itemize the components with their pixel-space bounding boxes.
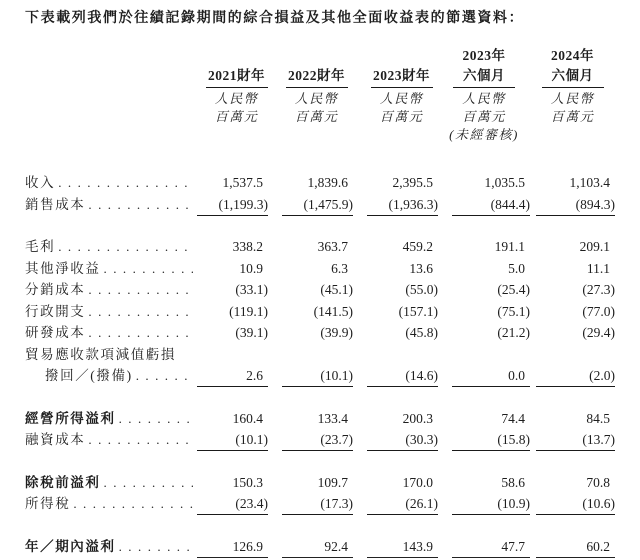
header-unit-row	[25, 109, 615, 127]
dot-leader	[119, 538, 193, 555]
row-label-cell	[25, 281, 193, 298]
value-text: 1,103.4	[569, 175, 610, 190]
value-cell	[438, 474, 530, 491]
value-cell	[268, 410, 353, 427]
table-row	[25, 303, 615, 325]
value-cell	[530, 238, 615, 255]
value-cell	[353, 495, 438, 515]
value-cell	[530, 495, 615, 515]
column-4-currency-label: 人民幣	[462, 91, 506, 106]
section-rule	[197, 450, 268, 451]
value-text: 133.4	[317, 410, 348, 426]
section-rule	[536, 514, 615, 515]
value-cell	[268, 474, 353, 491]
row-label: 其他淨收益	[25, 260, 101, 276]
total-double-rule	[197, 557, 268, 558]
section-rule	[367, 514, 438, 515]
value-text: 2.6	[246, 368, 263, 383]
value-cell	[268, 367, 353, 387]
value-text: (2.0)	[589, 368, 615, 383]
value-text: (77.0)	[582, 303, 615, 319]
value-cell	[268, 238, 353, 255]
value-text: (21.2)	[497, 325, 530, 340]
value-text: (1,936.3)	[388, 196, 438, 212]
value-text: (10.1)	[320, 368, 353, 383]
value-text: (10.9)	[497, 496, 530, 511]
total-double-rule	[536, 557, 615, 558]
row-label: 毛利	[25, 239, 56, 254]
table-section	[25, 538, 615, 560]
value-cell	[193, 238, 268, 255]
value-text: 70.8	[586, 474, 610, 490]
value-text: (39.9)	[320, 325, 353, 340]
header-year-line2	[25, 68, 615, 85]
value-cell	[530, 174, 615, 191]
value-text: (10.6)	[582, 496, 615, 511]
section-rule	[452, 514, 530, 515]
value-cell	[353, 367, 438, 387]
value-cell	[193, 367, 268, 387]
value-text: (25.4)	[497, 282, 530, 297]
value-cell	[353, 538, 438, 558]
column-5-header-rule	[530, 85, 615, 88]
value-cell	[438, 495, 530, 515]
value-cell	[268, 431, 353, 451]
dot-leader	[73, 495, 193, 512]
total-double-rule	[367, 557, 438, 558]
total-double-rule	[282, 557, 353, 558]
table-header	[25, 48, 615, 145]
value-text: (23.4)	[235, 496, 268, 511]
value-cell	[353, 474, 438, 491]
value-text: (1,475.9)	[303, 196, 353, 212]
value-text: 1,035.5	[484, 175, 525, 190]
row-label-cell	[25, 174, 193, 191]
value-text: (157.1)	[398, 303, 438, 319]
row-label-cell	[25, 260, 193, 277]
value-text: 363.7	[317, 239, 348, 254]
table-section	[25, 174, 615, 217]
row-label-cell	[25, 410, 193, 427]
row-label-cell	[25, 474, 193, 491]
row-label: 所得稅	[25, 496, 71, 511]
value-cell	[193, 281, 268, 298]
dot-leader	[88, 324, 193, 341]
table-row	[25, 431, 615, 453]
value-text: (14.6)	[405, 368, 438, 383]
value-cell	[268, 538, 353, 558]
column-3-year-bottom: 2023財年	[373, 68, 430, 83]
value-cell	[193, 474, 268, 491]
row-label-cell	[25, 196, 193, 213]
section-rule	[452, 450, 530, 451]
value-cell	[530, 303, 615, 320]
value-cell	[268, 281, 353, 298]
value-cell	[268, 196, 353, 216]
row-label: 除稅前溢利	[25, 474, 101, 490]
dot-leader	[119, 410, 193, 427]
value-text: (23.7)	[320, 432, 353, 447]
table-section	[25, 238, 615, 389]
dot-leader	[104, 474, 194, 491]
value-cell	[530, 474, 615, 491]
section-rule	[536, 215, 615, 216]
value-text: 60.2	[586, 538, 610, 554]
column-4-unit-label: 百萬元	[462, 109, 506, 124]
row-label-cell	[25, 238, 193, 255]
value-cell	[530, 367, 615, 387]
column-3-currency-label: 人民幣	[379, 91, 424, 106]
value-cell	[530, 431, 615, 451]
value-text: (45.8)	[405, 325, 438, 340]
value-text: 84.5	[586, 410, 610, 426]
column-5-year-top: 2024年	[551, 48, 594, 63]
value-text: (27.3)	[582, 282, 615, 297]
header-currency-row	[25, 91, 615, 109]
section-rule	[282, 514, 353, 515]
value-cell	[438, 410, 530, 427]
value-text: (894.3)	[575, 196, 615, 212]
header-rule-line	[453, 87, 515, 88]
column-4-year-top: 2023年	[462, 48, 506, 63]
value-text: (55.0)	[405, 282, 438, 297]
table-row	[25, 495, 615, 517]
value-text: (45.1)	[320, 282, 353, 297]
intro-sentence: 下表載列我們於往績記錄期間的綜合損益及其他全面收益表的節選資料：	[25, 11, 525, 26]
column-5-unit-label: 百萬元	[550, 109, 595, 124]
row-label-cell	[25, 538, 193, 555]
section-rule	[452, 215, 530, 216]
table-row	[25, 196, 615, 218]
row-label-cell	[25, 495, 193, 512]
table-row	[25, 410, 615, 432]
table-row	[25, 367, 615, 389]
table-section	[25, 474, 615, 517]
value-cell	[353, 303, 438, 320]
dot-leader	[104, 260, 194, 277]
row-label-cell	[25, 431, 193, 448]
section-rule	[197, 215, 268, 216]
header-rule-line	[371, 87, 433, 88]
dot-leader	[88, 281, 193, 298]
value-cell	[193, 410, 268, 427]
section-rule	[197, 514, 268, 515]
value-text: 1,839.6	[307, 175, 348, 190]
table-row	[25, 538, 615, 560]
value-cell	[193, 260, 268, 277]
column-2-unit-label: 百萬元	[294, 109, 339, 124]
value-cell	[530, 410, 615, 427]
section-rule	[282, 450, 353, 451]
value-text: 10.9	[239, 260, 263, 276]
row-label: 撥回／(撥備)	[45, 368, 133, 383]
row-label-cell	[25, 346, 193, 363]
value-cell	[193, 538, 268, 558]
value-text: 109.7	[317, 474, 348, 490]
table-row	[25, 346, 615, 368]
value-text: 126.9	[232, 538, 263, 554]
value-text: 338.2	[232, 239, 263, 254]
row-label: 收入	[25, 175, 56, 190]
financial-table-body	[25, 174, 615, 559]
section-rule	[452, 386, 530, 387]
section-rule	[197, 386, 268, 387]
value-text: (119.1)	[229, 303, 268, 319]
row-label: 經營所得溢利	[25, 410, 116, 426]
total-double-rule	[452, 557, 530, 558]
value-text: 170.0	[402, 474, 433, 490]
value-text: 200.3	[402, 410, 433, 426]
dot-leader	[58, 238, 193, 255]
value-text: 150.3	[232, 474, 263, 490]
dot-leader	[88, 303, 193, 320]
header-year-line1	[25, 48, 615, 68]
table-row	[25, 281, 615, 303]
value-text: 74.4	[501, 410, 525, 426]
table-row	[25, 474, 615, 496]
value-cell	[353, 196, 438, 216]
section-rule	[536, 386, 615, 387]
table-section	[25, 410, 615, 453]
value-cell	[193, 324, 268, 341]
value-text: (75.1)	[497, 303, 530, 319]
value-cell	[353, 174, 438, 191]
value-text: (844.4)	[490, 196, 530, 212]
value-text: 1,537.5	[222, 175, 263, 190]
value-cell	[438, 174, 530, 191]
value-cell	[438, 281, 530, 298]
value-cell	[530, 196, 615, 216]
value-cell	[268, 174, 353, 191]
value-cell	[438, 196, 530, 216]
value-text: 0.0	[508, 368, 525, 383]
value-text: 11.1	[586, 260, 610, 276]
section-rule	[367, 450, 438, 451]
header-rule-line	[286, 87, 348, 88]
value-text: 6.3	[331, 260, 348, 276]
value-text: (10.1)	[235, 432, 268, 447]
value-text: (30.3)	[405, 432, 438, 447]
value-text: 191.1	[494, 239, 525, 254]
value-text: (1,199.3)	[218, 196, 268, 212]
value-cell	[530, 538, 615, 558]
value-cell	[438, 324, 530, 341]
dot-leader	[136, 367, 193, 384]
value-cell	[438, 538, 530, 558]
value-text: (15.8)	[497, 432, 530, 447]
value-text: 160.4	[232, 410, 263, 426]
value-cell	[530, 260, 615, 277]
row-label-cell	[25, 324, 193, 341]
column-2-header-rule	[268, 85, 353, 88]
value-cell	[438, 431, 530, 451]
value-text: (141.5)	[313, 303, 353, 319]
value-cell	[268, 303, 353, 320]
value-cell	[353, 281, 438, 298]
value-text: (39.1)	[235, 325, 268, 340]
row-label: 銷售成本	[25, 196, 86, 212]
column-1-unit-label: 百萬元	[214, 109, 259, 124]
value-text: 209.1	[579, 239, 610, 254]
value-cell	[193, 495, 268, 515]
column-1-year-bottom: 2021財年	[208, 68, 265, 83]
value-cell	[530, 324, 615, 341]
column-4-year-bottom: 六個月	[463, 68, 505, 83]
column-5-year-bottom: 六個月	[551, 68, 594, 83]
section-rule	[282, 386, 353, 387]
dot-leader	[58, 174, 193, 191]
value-cell	[193, 431, 268, 451]
value-text: (17.3)	[320, 496, 353, 511]
row-label: 行政開支	[25, 303, 86, 319]
dot-leader	[88, 196, 193, 213]
column-4-header-rule	[438, 85, 530, 88]
table-row	[25, 174, 615, 196]
value-cell	[353, 410, 438, 427]
column-2-year-bottom: 2022財年	[288, 68, 345, 83]
row-label: 融資成本	[25, 432, 86, 447]
header-rule-line	[206, 87, 268, 88]
row-label: 分銷成本	[25, 282, 86, 297]
table-row	[25, 260, 615, 282]
value-text: (13.7)	[582, 432, 615, 447]
value-text: 58.6	[501, 474, 525, 490]
value-cell	[353, 238, 438, 255]
value-cell	[193, 303, 268, 320]
value-cell	[530, 281, 615, 298]
value-cell	[193, 196, 268, 216]
value-text: 5.0	[508, 260, 525, 276]
value-cell	[268, 324, 353, 341]
value-cell	[438, 260, 530, 277]
value-cell	[353, 431, 438, 451]
value-cell	[353, 260, 438, 277]
section-rule	[367, 386, 438, 387]
value-cell	[268, 495, 353, 515]
header-unaudited-row	[25, 127, 615, 145]
row-label: 研發成本	[25, 325, 86, 340]
value-text: 2,395.5	[392, 175, 433, 190]
column-1-currency-label: 人民幣	[214, 91, 259, 106]
value-text: 47.7	[501, 538, 525, 554]
value-cell	[353, 324, 438, 341]
column-5-currency-label: 人民幣	[550, 91, 595, 106]
row-label-cell	[25, 303, 193, 320]
value-text: 459.2	[402, 239, 433, 254]
row-label-cell	[25, 367, 193, 384]
value-cell	[438, 303, 530, 320]
value-text: 13.6	[409, 260, 433, 276]
value-text: (26.1)	[405, 496, 438, 511]
table-row	[25, 324, 615, 346]
value-text: (29.4)	[582, 325, 615, 340]
header-rule-line	[542, 87, 604, 88]
column-2-currency-label: 人民幣	[294, 91, 339, 106]
section-rule	[536, 450, 615, 451]
column-4-unaudited-note: (未經審核)	[449, 127, 519, 142]
column-3-header-rule	[353, 85, 438, 88]
row-label: 年／期內溢利	[25, 538, 116, 554]
value-text: (33.1)	[235, 282, 268, 297]
row-label: 貿易應收款項減值虧損	[25, 346, 176, 362]
section-rule	[367, 215, 438, 216]
table-row	[25, 238, 615, 260]
value-text: 92.4	[324, 538, 348, 554]
value-text: 143.9	[402, 538, 433, 554]
value-cell	[438, 238, 530, 255]
section-rule	[282, 215, 353, 216]
column-1-header-rule	[193, 85, 268, 88]
dot-leader	[88, 431, 193, 448]
value-cell	[268, 260, 353, 277]
value-cell	[438, 367, 530, 387]
value-cell	[193, 174, 268, 191]
column-3-unit-label: 百萬元	[379, 109, 424, 124]
